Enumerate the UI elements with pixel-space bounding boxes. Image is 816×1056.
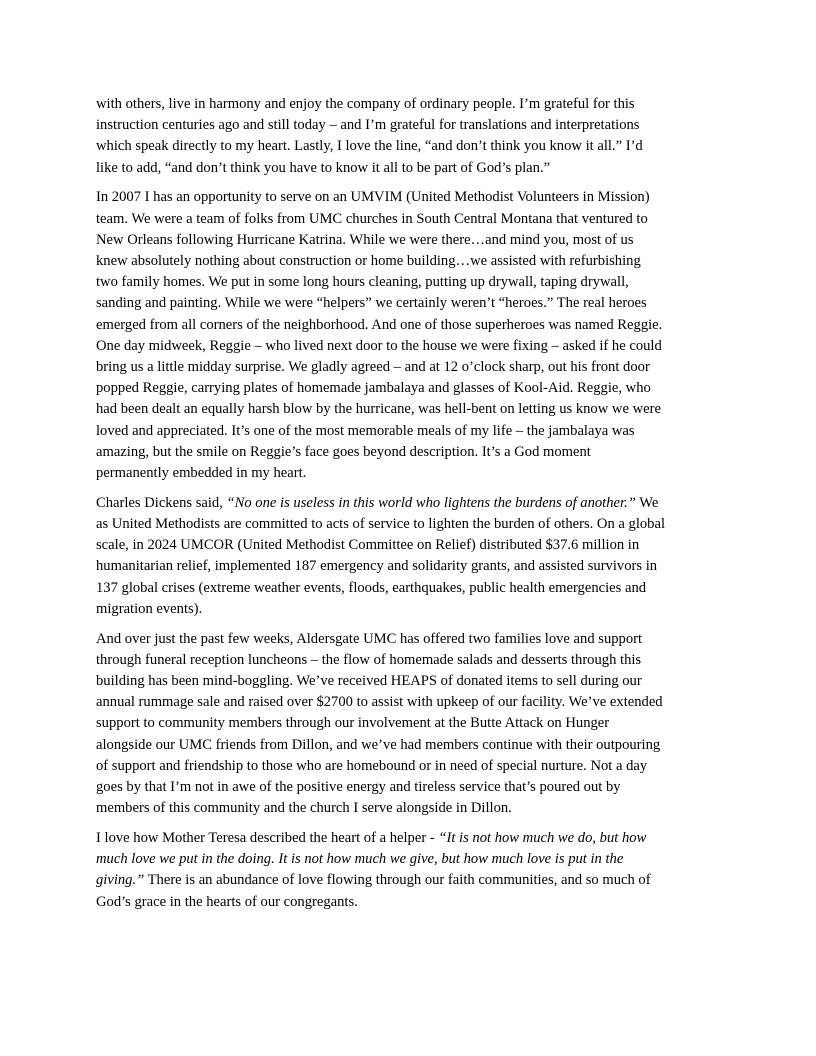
text-segment: knew absolutely nothing about construction or home building…we assisted with refurbishing [96,253,641,270]
text-segment: I love how Mother Teresa described the heart of a helper - [96,830,439,847]
text-segment: through funeral reception luncheons – the flow of homemade salads and desserts through this [96,651,642,668]
text-line [96,187,724,208]
text-line [96,849,724,870]
text-line [96,798,724,819]
text-segment: goes by that I’m not in awe of the positive energy and tireless service that’s poured out by [96,779,621,796]
text-segment: annual rummage sale and raised over $2700 to assist with upkeep of our facility. We’ve extended [96,694,663,711]
text-line [96,692,724,713]
text-line [96,421,724,442]
text-line [96,463,724,484]
text-segment: two family homes. We put in some long hours cleaning, putting up drywall, taping drywall, [96,274,629,291]
paragraph-4 [96,629,724,820]
paragraph-3 [96,493,724,620]
text-line [96,442,724,463]
text-segment: scale, in 2024 UMCOR (United Methodist Committee on Relief) distributed $37.6 million in [96,537,640,554]
text-line [96,158,724,179]
paragraph-1 [96,94,724,179]
text-line [96,756,724,777]
text-segment: permanently embedded in my heart. [96,465,307,482]
quoted-text: “No one is useless in this world who lightens the burdens of another.” [226,494,636,511]
text-line [96,378,724,399]
text-line [96,556,724,577]
text-segment: popped Reggie, carrying plates of homemade jambalaya and glasses of Kool-Aid. Reggie, who [96,380,651,397]
text-line [96,272,724,293]
text-line [96,115,724,136]
text-segment: which speak directly to my heart. Lastly, I love the line, “and don’t think you know it all.” I’d [96,138,643,155]
text-segment: We [635,494,659,511]
text-line [96,870,724,891]
text-line [96,293,724,314]
text-segment: like to add, “and don’t think you have to know it all to be part of God’s plan.” [96,159,551,176]
text-segment: sanding and painting. While we were “helpers” we certainly weren’t “heroes.” The real heroes [96,295,647,312]
text-line [96,94,724,115]
text-segment: migration events). [96,600,203,617]
text-segment: loved and appreciated. It’s one of the most memorable meals of my life – the jambalaya was [96,422,635,439]
text-segment: instruction centuries ago and still today – and I’m grateful for translations and interpretations [96,117,640,134]
text-segment: building has been mind-boggling. We’ve received HEAPS of donated items to sell during our [96,673,642,690]
paragraph-5 [96,828,724,913]
text-segment: of support and friendship to those who are homebound or in need of special nurture. Not a day [96,757,648,774]
text-segment: as United Methodists are committed to acts of service to lighten the burden of others. On a global [96,516,666,533]
text-line [96,357,724,378]
text-line [96,251,724,272]
text-segment: humanitarian relief, implemented 187 emergency and solidarity grants, and assisted survivors in [96,558,658,575]
text-segment: In 2007 I has an opportunity to serve on an UMVIM (United Methodist Volunteers in Mission) [96,189,650,206]
text-line [96,230,724,251]
text-segment: support to community members through our involvement at the Butte Attack on Hunger [96,715,610,732]
text-line [96,629,724,650]
text-segment: amazing, but the smile on Reggie’s face goes beyond description. It’s a God moment [96,443,591,460]
text-line [96,777,724,798]
text-segment: members of this community and the church I serve alongside in Dillon. [96,800,512,817]
text-line [96,735,724,756]
text-segment: Charles Dickens said, [96,494,227,511]
text-segment: bring us a little midday surprise. We gladly agreed – and at 12 o’clock sharp, out his front door [96,359,650,376]
text-line [96,892,724,913]
text-line [96,535,724,556]
quoted-text: much love we put in the doing. It is not how much we give, but how much love is put in the [96,851,624,868]
text-line [96,828,724,849]
document-page [96,94,724,921]
text-line [96,136,724,157]
quoted-text: giving.” [96,872,145,889]
text-line [96,671,724,692]
text-line [96,493,724,514]
text-segment: with others, live in harmony and enjoy the company of ordinary people. I’m grateful for this [96,96,635,112]
text-segment: One day midweek, Reggie – who lived next door to the house we were fixing – asked if he could [96,337,662,354]
text-segment: And over just the past few weeks, Aldersgate UMC has offered two families love and support [96,630,643,647]
text-line [96,209,724,230]
text-segment: 137 global crises (extreme weather events, floods, earthquakes, public health emergencies and [96,579,647,596]
text-line [96,578,724,599]
text-line [96,650,724,671]
text-line [96,315,724,336]
text-line [96,514,724,535]
text-segment: New Orleans following Hurricane Katrina. While we were there…and mind you, most of us [96,231,634,248]
text-segment: There is an abundance of love flowing through our faith communities, and so much of [144,872,651,889]
text-segment: God’s grace in the hearts of our congregants. [96,893,358,910]
text-segment: alongside our UMC friends from Dillon, and we’ve had members continue with their outpouring [96,736,661,753]
text-segment: emerged from all corners of the neighborhood. And one of those superheroes was named Reggie. [96,316,663,333]
text-segment: team. We were a team of folks from UMC churches in South Central Montana that ventured to [96,210,648,227]
text-line [96,713,724,734]
text-segment: had been dealt an equally harsh blow by the hurricane, was hell-bent on letting us know we were [96,401,661,418]
text-line [96,599,724,620]
text-line [96,399,724,420]
text-line [96,336,724,357]
quoted-text: “It is not how much we do, but how [438,830,647,847]
paragraph-2 [96,187,724,484]
